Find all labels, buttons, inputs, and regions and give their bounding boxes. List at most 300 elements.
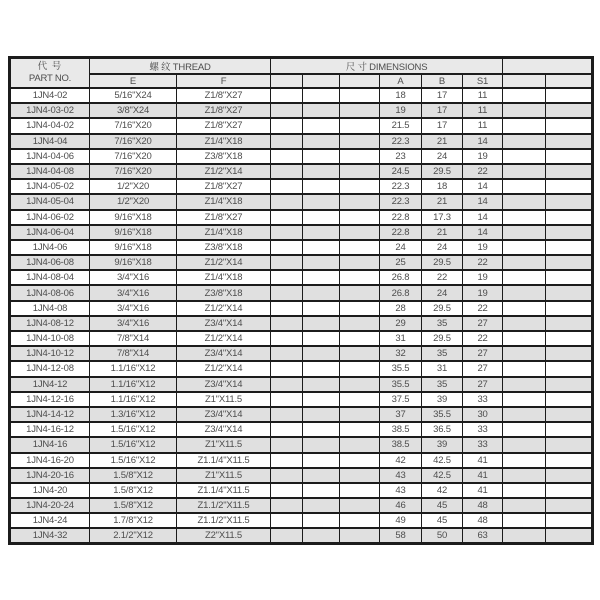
empty-cell	[271, 255, 303, 270]
empty-cell	[546, 498, 593, 513]
empty-cell	[340, 270, 380, 285]
dim-a-cell: 19	[380, 103, 422, 118]
empty-cell	[546, 528, 593, 543]
part-no-header-en: PART NO.	[28, 73, 72, 84]
empty-cell	[503, 118, 546, 133]
dim-s1-cell: 33	[463, 437, 503, 452]
part-no-cell: 1JN4-12-16	[10, 392, 90, 407]
empty-cell	[340, 103, 380, 118]
part-no-cell: 1JN4-03-02	[10, 103, 90, 118]
empty-cell	[503, 468, 546, 483]
dim-s1-cell: 11	[463, 88, 503, 103]
table-header	[10, 58, 593, 89]
dim-b-cell: 42	[422, 483, 463, 498]
dim-s1-cell: 27	[463, 346, 503, 361]
table-row	[10, 118, 593, 133]
thread-e-cell: 1.1/16"X12	[90, 377, 177, 392]
thread-f-cell: Z1/8"X27	[177, 103, 271, 118]
thread-f-cell: Z3/4"X14	[177, 346, 271, 361]
dim-s1-cell: 14	[463, 194, 503, 209]
thread-f-cell: Z1.1/4"X11.5	[177, 453, 271, 468]
empty-cell	[546, 270, 593, 285]
dim-s1-cell: 33	[463, 422, 503, 437]
part-no-cell: 1JN4-06-08	[10, 255, 90, 270]
empty-cell	[503, 498, 546, 513]
table-row	[10, 210, 593, 225]
dim-b-cell: 39	[422, 392, 463, 407]
empty-cell	[271, 377, 303, 392]
empty-header-cell	[546, 74, 593, 88]
empty-cell	[340, 118, 380, 133]
table-row	[10, 361, 593, 376]
empty-cell	[503, 483, 546, 498]
thread-e-cell: 7/16"X20	[90, 134, 177, 149]
empty-cell	[340, 316, 380, 331]
empty-cell	[271, 361, 303, 376]
dim-b-cell: 21	[422, 194, 463, 209]
empty-cell	[340, 301, 380, 316]
header-sub-row	[10, 74, 593, 88]
empty-cell	[503, 179, 546, 194]
col-b-header: B	[422, 74, 463, 88]
thread-e-cell: 1.5/8"X12	[90, 468, 177, 483]
thread-f-cell: Z1.1/2"X11.5	[177, 498, 271, 513]
empty-cell	[340, 407, 380, 422]
empty-cell	[546, 134, 593, 149]
dim-a-cell: 49	[380, 513, 422, 528]
dim-a-cell: 37.5	[380, 392, 422, 407]
empty-cell	[303, 270, 340, 285]
table-row	[10, 392, 593, 407]
dim-s1-cell: 22	[463, 255, 503, 270]
dim-s1-cell: 14	[463, 179, 503, 194]
empty-cell	[303, 316, 340, 331]
thread-e-cell: 1.5/8"X12	[90, 483, 177, 498]
table-row	[10, 88, 593, 103]
dim-s1-cell: 27	[463, 316, 503, 331]
empty-cell	[503, 240, 546, 255]
thread-f-cell: Z1/2"X14	[177, 301, 271, 316]
dim-s1-cell: 19	[463, 285, 503, 300]
empty-cell	[503, 453, 546, 468]
empty-cell	[546, 513, 593, 528]
table-row	[10, 301, 593, 316]
thread-f-cell: Z1/8"X27	[177, 210, 271, 225]
dim-b-cell: 35.5	[422, 407, 463, 422]
empty-cell	[546, 179, 593, 194]
dim-b-cell: 45	[422, 513, 463, 528]
empty-cell	[503, 210, 546, 225]
part-no-cell: 1JN4-20-24	[10, 498, 90, 513]
dim-a-cell: 43	[380, 468, 422, 483]
thread-f-cell: Z1/4"X18	[177, 225, 271, 240]
empty-cell	[546, 346, 593, 361]
dim-a-cell: 31	[380, 331, 422, 346]
empty-cell	[503, 103, 546, 118]
empty-cell	[340, 377, 380, 392]
empty-cell	[546, 149, 593, 164]
dim-a-cell: 25	[380, 255, 422, 270]
empty-cell	[271, 225, 303, 240]
empty-cell	[503, 513, 546, 528]
thread-f-cell: Z3/8"X18	[177, 240, 271, 255]
part-no-cell: 1JN4-12	[10, 377, 90, 392]
thread-e-cell: 7/16"X20	[90, 118, 177, 133]
parts-dimensions-table	[8, 56, 594, 545]
empty-cell	[546, 392, 593, 407]
thread-f-cell: Z1/8"X27	[177, 88, 271, 103]
dim-b-cell: 29.5	[422, 301, 463, 316]
part-no-cell: 1JN4-04	[10, 134, 90, 149]
thread-e-cell: 7/8"X14	[90, 331, 177, 346]
part-no-cell: 1JN4-08-06	[10, 285, 90, 300]
empty-cell	[271, 453, 303, 468]
dim-s1-cell: 19	[463, 270, 503, 285]
empty-header-cell	[303, 74, 340, 88]
dim-b-cell: 17.3	[422, 210, 463, 225]
thread-f-cell: Z1/8"X27	[177, 118, 271, 133]
empty-cell	[546, 331, 593, 346]
dim-b-cell: 36.5	[422, 422, 463, 437]
thread-e-cell: 2.1/2"X12	[90, 528, 177, 543]
empty-cell	[546, 453, 593, 468]
thread-e-cell: 9/16"X18	[90, 210, 177, 225]
thread-f-cell: Z3/8"X18	[177, 285, 271, 300]
dim-a-cell: 43	[380, 483, 422, 498]
empty-cell	[271, 346, 303, 361]
dim-s1-cell: 27	[463, 377, 503, 392]
part-no-cell: 1JN4-12-08	[10, 361, 90, 376]
thread-f-cell: Z1/4"X18	[177, 270, 271, 285]
thread-f-cell: Z1"X11.5	[177, 437, 271, 452]
empty-cell	[303, 103, 340, 118]
empty-cell	[303, 392, 340, 407]
part-no-cell: 1JN4-08-04	[10, 270, 90, 285]
thread-e-cell: 1.5/16"X12	[90, 453, 177, 468]
empty-cell	[340, 194, 380, 209]
empty-cell	[340, 134, 380, 149]
empty-cell	[271, 422, 303, 437]
col-s1-header: S1	[463, 74, 503, 88]
dim-a-cell: 26.8	[380, 285, 422, 300]
dim-s1-cell: 48	[463, 498, 503, 513]
dim-b-cell: 21	[422, 134, 463, 149]
empty-cell	[303, 210, 340, 225]
thread-f-cell: Z3/8"X18	[177, 149, 271, 164]
empty-cell	[271, 301, 303, 316]
empty-cell	[271, 331, 303, 346]
empty-cell	[546, 285, 593, 300]
dim-a-cell: 42	[380, 453, 422, 468]
empty-cell	[303, 498, 340, 513]
empty-cell	[503, 331, 546, 346]
empty-cell	[503, 164, 546, 179]
thread-f-cell: Z1/8"X27	[177, 179, 271, 194]
thread-e-cell: 7/16"X20	[90, 164, 177, 179]
empty-cell	[340, 255, 380, 270]
thread-e-cell: 7/16"X20	[90, 149, 177, 164]
part-no-cell: 1JN4-10-08	[10, 331, 90, 346]
empty-cell	[503, 528, 546, 543]
dim-a-cell: 22.3	[380, 194, 422, 209]
empty-cell	[303, 513, 340, 528]
dim-a-cell: 26.8	[380, 270, 422, 285]
part-no-cell: 1JN4-04-06	[10, 149, 90, 164]
empty-cell	[303, 285, 340, 300]
dim-s1-cell: 27	[463, 361, 503, 376]
thread-f-cell: Z1/2"X14	[177, 361, 271, 376]
dim-s1-cell: 22	[463, 301, 503, 316]
table-row	[10, 270, 593, 285]
thread-e-cell: 1.5/16"X12	[90, 422, 177, 437]
dim-b-cell: 24	[422, 285, 463, 300]
empty-cell	[340, 483, 380, 498]
dim-b-cell: 39	[422, 437, 463, 452]
dim-a-cell: 35.5	[380, 377, 422, 392]
empty-cell	[303, 528, 340, 543]
empty-cell	[303, 301, 340, 316]
empty-cell	[271, 437, 303, 452]
empty-cell	[340, 528, 380, 543]
thread-e-cell: 3/8"X24	[90, 103, 177, 118]
dim-s1-cell: 33	[463, 392, 503, 407]
thread-f-cell: Z1.1/2"X11.5	[177, 513, 271, 528]
dim-b-cell: 18	[422, 179, 463, 194]
empty-cell	[340, 149, 380, 164]
empty-cell	[271, 164, 303, 179]
empty-cell	[503, 361, 546, 376]
empty-cell	[546, 483, 593, 498]
table-row	[10, 498, 593, 513]
table-row	[10, 316, 593, 331]
empty-cell	[271, 118, 303, 133]
table-row	[10, 149, 593, 164]
table-row	[10, 437, 593, 452]
empty-cell	[271, 285, 303, 300]
dim-b-cell: 21	[422, 225, 463, 240]
empty-cell	[271, 103, 303, 118]
empty-cell	[340, 164, 380, 179]
part-no-cell: 1JN4-16	[10, 437, 90, 452]
table-row	[10, 134, 593, 149]
dim-s1-cell: 41	[463, 468, 503, 483]
empty-cell	[303, 377, 340, 392]
dim-s1-cell: 63	[463, 528, 503, 543]
empty-cell	[303, 134, 340, 149]
thread-f-cell: Z3/4"X14	[177, 377, 271, 392]
empty-cell	[303, 407, 340, 422]
thread-f-cell: Z3/4"X14	[177, 316, 271, 331]
dim-a-cell: 58	[380, 528, 422, 543]
dim-b-cell: 24	[422, 240, 463, 255]
empty-cell	[271, 134, 303, 149]
table-row	[10, 513, 593, 528]
table-row	[10, 240, 593, 255]
thread-f-cell: Z1/2"X14	[177, 255, 271, 270]
dim-a-cell: 21.5	[380, 118, 422, 133]
empty-cell	[271, 392, 303, 407]
empty-cell	[303, 240, 340, 255]
thread-f-cell: Z1"X11.5	[177, 468, 271, 483]
table-row	[10, 194, 593, 209]
dim-s1-cell: 41	[463, 483, 503, 498]
empty-cell	[303, 225, 340, 240]
thread-e-cell: 9/16"X18	[90, 240, 177, 255]
empty-cell	[503, 270, 546, 285]
part-no-cell: 1JN4-05-02	[10, 179, 90, 194]
thread-f-cell: Z3/4"X14	[177, 422, 271, 437]
empty-cell	[340, 331, 380, 346]
empty-cell	[546, 118, 593, 133]
empty-cell	[546, 422, 593, 437]
table-row	[10, 179, 593, 194]
empty-cell	[503, 88, 546, 103]
empty-cell	[340, 179, 380, 194]
dim-s1-cell: 22	[463, 164, 503, 179]
table-row	[10, 483, 593, 498]
table-body	[10, 88, 593, 544]
thread-e-cell: 9/16"X18	[90, 225, 177, 240]
empty-cell	[503, 316, 546, 331]
thread-e-cell: 1.7/8"X12	[90, 513, 177, 528]
thread-e-cell: 5/16"X24	[90, 88, 177, 103]
empty-cell	[340, 513, 380, 528]
thread-f-cell: Z1/4"X18	[177, 194, 271, 209]
empty-cell	[303, 149, 340, 164]
dim-b-cell: 17	[422, 103, 463, 118]
empty-cell	[340, 225, 380, 240]
thread-e-cell: 1.1/16"X12	[90, 392, 177, 407]
empty-cell	[503, 377, 546, 392]
table-row	[10, 422, 593, 437]
empty-cell	[340, 437, 380, 452]
empty-cell	[546, 255, 593, 270]
table-row	[10, 164, 593, 179]
empty-cell	[340, 361, 380, 376]
thread-f-cell: Z1/2"X14	[177, 164, 271, 179]
dim-b-cell: 42.5	[422, 468, 463, 483]
dim-s1-cell: 19	[463, 149, 503, 164]
empty-cell	[271, 179, 303, 194]
dim-a-cell: 22.8	[380, 225, 422, 240]
thread-f-cell: Z1/4"X18	[177, 134, 271, 149]
part-no-cell: 1JN4-10-12	[10, 346, 90, 361]
empty-cell	[546, 407, 593, 422]
dim-b-cell: 22	[422, 270, 463, 285]
thread-e-cell: 1.3/16"X12	[90, 407, 177, 422]
dim-a-cell: 29	[380, 316, 422, 331]
empty-cell	[546, 301, 593, 316]
col-f-header: F	[177, 74, 271, 88]
empty-cell	[546, 361, 593, 376]
thread-group-header: 螺 纹 THREAD	[90, 58, 271, 75]
col-e-header: E	[90, 74, 177, 88]
empty-cell	[503, 194, 546, 209]
part-no-cell: 1JN4-05-04	[10, 194, 90, 209]
empty-cell	[303, 118, 340, 133]
empty-cell	[546, 103, 593, 118]
empty-cell	[271, 513, 303, 528]
empty-header-cell	[271, 74, 303, 88]
empty-cell	[503, 346, 546, 361]
empty-cell	[340, 453, 380, 468]
empty-header-cell	[340, 74, 380, 88]
empty-cell	[546, 164, 593, 179]
dim-b-cell: 35	[422, 377, 463, 392]
empty-cell	[340, 392, 380, 407]
empty-cell	[546, 468, 593, 483]
dim-s1-cell: 30	[463, 407, 503, 422]
empty-cell	[503, 422, 546, 437]
empty-cell	[503, 301, 546, 316]
dim-b-cell: 45	[422, 498, 463, 513]
dim-b-cell: 42.5	[422, 453, 463, 468]
part-no-cell: 1JN4-08-12	[10, 316, 90, 331]
dim-a-cell: 18	[380, 88, 422, 103]
part-no-header	[10, 58, 90, 89]
empty-group-header	[503, 58, 593, 75]
dim-b-cell: 24	[422, 149, 463, 164]
empty-cell	[271, 149, 303, 164]
table-row	[10, 377, 593, 392]
dim-a-cell: 38.5	[380, 437, 422, 452]
empty-cell	[303, 468, 340, 483]
empty-cell	[546, 225, 593, 240]
dim-b-cell: 35	[422, 316, 463, 331]
part-no-cell: 1JN4-04-08	[10, 164, 90, 179]
empty-cell	[546, 437, 593, 452]
empty-cell	[503, 149, 546, 164]
header-group-row	[10, 58, 593, 75]
dim-a-cell: 24	[380, 240, 422, 255]
part-no-cell: 1JN4-06-02	[10, 210, 90, 225]
empty-cell	[340, 422, 380, 437]
dim-b-cell: 29.5	[422, 331, 463, 346]
empty-cell	[303, 194, 340, 209]
empty-cell	[303, 331, 340, 346]
dim-s1-cell: 14	[463, 210, 503, 225]
dim-s1-cell: 19	[463, 240, 503, 255]
thread-e-cell: 3/4"X16	[90, 301, 177, 316]
thread-e-cell: 3/4"X16	[90, 270, 177, 285]
empty-cell	[546, 194, 593, 209]
empty-cell	[271, 468, 303, 483]
thread-e-cell: 1/2"X20	[90, 179, 177, 194]
table-row	[10, 407, 593, 422]
thread-f-cell: Z3/4"X14	[177, 407, 271, 422]
dim-b-cell: 35	[422, 346, 463, 361]
empty-cell	[303, 361, 340, 376]
dim-s1-cell: 11	[463, 103, 503, 118]
dim-b-cell: 29.5	[422, 255, 463, 270]
table-row	[10, 285, 593, 300]
empty-cell	[503, 392, 546, 407]
empty-cell	[271, 194, 303, 209]
empty-cell	[271, 210, 303, 225]
dim-a-cell: 22.8	[380, 210, 422, 225]
empty-cell	[503, 407, 546, 422]
part-no-header-cn: 代 号	[37, 61, 63, 72]
part-no-cell: 1JN4-16-12	[10, 422, 90, 437]
empty-cell	[303, 483, 340, 498]
part-no-cell: 1JN4-24	[10, 513, 90, 528]
empty-cell	[271, 316, 303, 331]
part-no-cell: 1JN4-06	[10, 240, 90, 255]
dim-b-cell: 17	[422, 118, 463, 133]
dim-a-cell: 22.3	[380, 134, 422, 149]
thread-e-cell: 1.1/16"X12	[90, 361, 177, 376]
empty-cell	[503, 134, 546, 149]
